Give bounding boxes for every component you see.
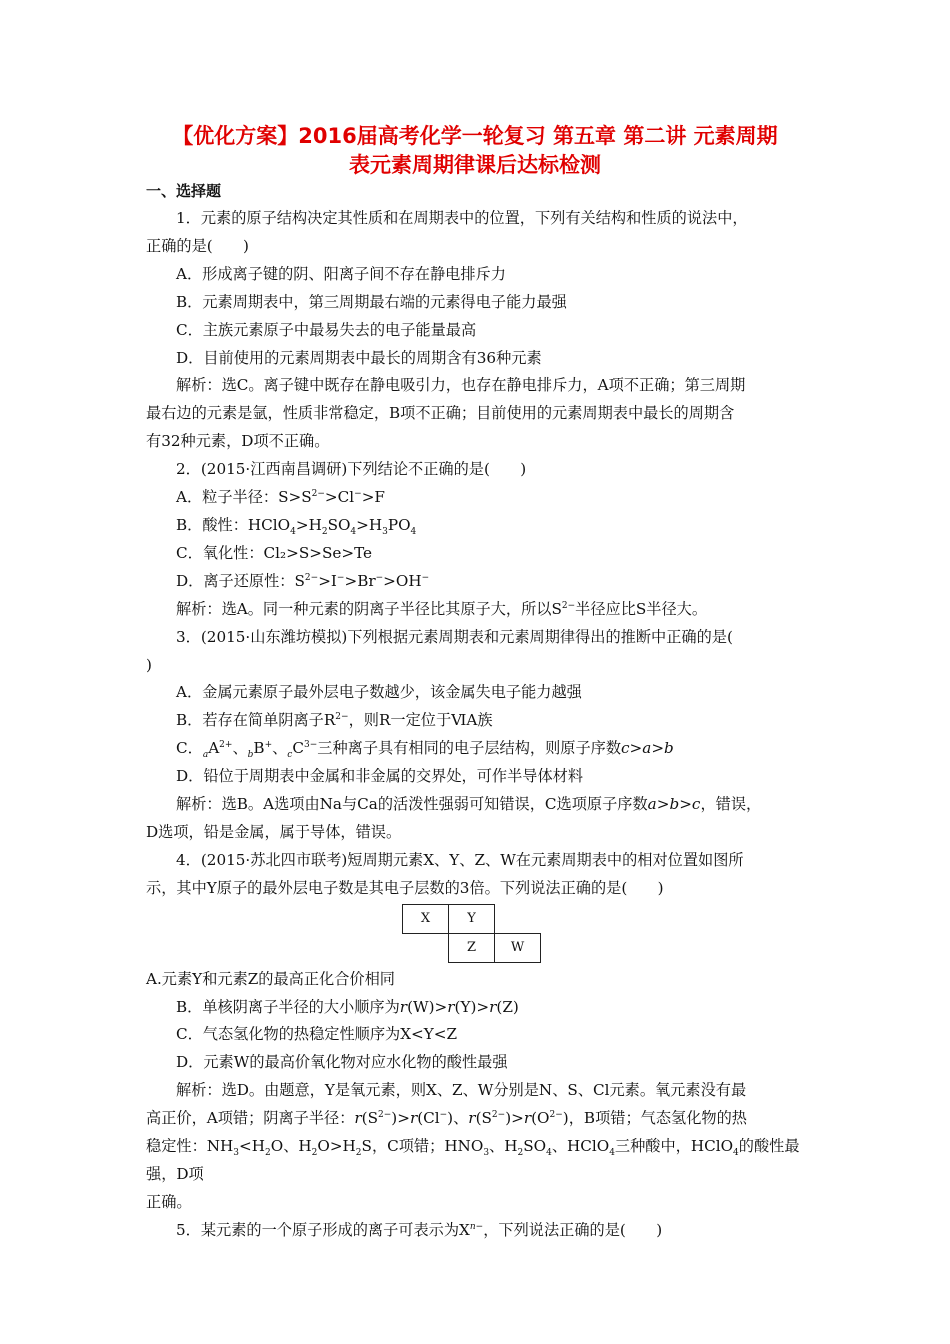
q3-option-a: A．金属元素原子最外层电子数越少，该金属失电子能力越强 bbox=[176, 683, 582, 702]
q1-option-a: A．形成离子键的阴、阳离子间不存在静电排斥力 bbox=[176, 264, 506, 283]
q2-option-d: D．离子还原性：$S^{2-}>I^->Br^->OH^-$ bbox=[176, 571, 430, 590]
q3-option-d: D．铅位于周期表中金属和非金属的交界处，可作半导体材料 bbox=[176, 767, 584, 786]
title-line-1: 【优化方案】2016届高考化学一轮复习 第五章 第二讲 元素周期 bbox=[172, 124, 778, 148]
q1-stem-cont: 正确的是( ) bbox=[146, 236, 249, 255]
q2-analysis: 解析：选A。同一种元素的阴离子半径比其原子大，所以$S^{2-}$半径应比S半径大。 bbox=[176, 599, 708, 618]
q5-stem: 5．某元素的一个原子形成的离子可表示为$X^{n-}$，下列说法正确的是( ) bbox=[176, 1220, 663, 1239]
question-body bbox=[146, 205, 806, 1245]
q4-analysis: 解析：选D。由题意，Y是氧元素，则X、Z、W分别是N、S、Cl元素。氧元素没有最 bbox=[176, 1081, 747, 1100]
title-line-2: 表元素周期律课后达标检测 bbox=[349, 153, 601, 177]
q4-stem: 4．(2015·苏北四市联考)短周期元素X、Y、Z、W在元素周期表中的相对位置如图所 bbox=[176, 850, 744, 869]
q1-option-c: C．主族元素原子中最易失去的电子能量最高 bbox=[176, 320, 477, 339]
q1-option-b: B．元素周期表中，第三周期最右端的元素得电子能力最强 bbox=[176, 292, 567, 311]
document-title bbox=[100, 122, 850, 180]
cell-empty bbox=[495, 904, 541, 933]
q1-analysis-end: 有32种元素，D项不正确。 bbox=[146, 432, 330, 451]
q1-option-d: D．目前使用的元素周期表中最长的周期含有36种元素 bbox=[176, 348, 542, 367]
q2-option-b: B．酸性：$HClO_4>H_2SO_4>H_3PO_4$ bbox=[176, 515, 417, 537]
cell-z: Z bbox=[449, 933, 495, 962]
q1-analysis: 解析：选C。离子键中既存在静电吸引力，也存在静电排斥力，A项不正确；第三周期 bbox=[176, 376, 746, 395]
periodic-position-table bbox=[402, 904, 541, 963]
q4-analysis-cont-1: 高正价，A项错；阴离子半径：$r(S^{2-})>r(Cl^-)$、$r(S^{2-})>r(O^{2-})$，B项错；气态氢化物的热 bbox=[146, 1109, 747, 1128]
q3-stem: 3．(2015·山东潍坊模拟)下列根据元素周期表和元素周期律得出的推断中正确的是( bbox=[176, 627, 733, 646]
q2-stem: 2．(2015·江西南昌调研)下列结论不正确的是( ) bbox=[176, 460, 527, 479]
cell-w: W bbox=[495, 933, 541, 962]
q3-option-b: B．若存在简单阴离子$R^{2-}$，则R一定位于ⅥA族 bbox=[176, 711, 493, 730]
cell-empty bbox=[403, 933, 449, 962]
q4-stem-cont: 示，其中Y原子的最外层电子数是其电子层数的3倍。下列说法正确的是( ) bbox=[146, 878, 664, 897]
cell-x: X bbox=[403, 904, 449, 933]
q2-option-a: A．粒子半径：$S>S^{2-}>Cl^->F$ bbox=[176, 488, 385, 507]
q3-analysis: 解析：选B。A选项由Na与Ca的活泼性强弱可知错误，C选项原子序数a>b>c，错误， bbox=[176, 795, 762, 814]
q2-option-c: C．氧化性：Cl₂>S>Se>Te bbox=[176, 543, 373, 562]
q1-analysis-cont: 最右边的元素是氩，性质非常稳定，B项不正确；目前使用的元素周期表中最长的周期含 bbox=[146, 404, 735, 423]
section-heading: 一、选择题 bbox=[146, 182, 222, 200]
q4-option-d: D．元素W的最高价氧化物对应水化物的酸性最强 bbox=[176, 1053, 508, 1072]
q4-option-c: C．气态氢化物的热稳定性顺序为X<Y<Z bbox=[176, 1025, 458, 1044]
q4-analysis-cont-2: 稳定性：$NH_3<H_2O$、$H_2O>H_2S$，C项错；$HNO_3$、$H_2SO_4$、HClO$_4$三种酸中，HClO$_4$的酸性最强，D项 bbox=[146, 1137, 800, 1183]
q4-option-a: A.元素Y和元素Z的最高正化合价相同 bbox=[146, 969, 395, 988]
cell-y: Y bbox=[449, 904, 495, 933]
q4-analysis-end: 正确。 bbox=[146, 1192, 192, 1211]
q3-analysis-cont: D选项，铅是金属，属于导体，错误。 bbox=[146, 822, 402, 841]
q3-stem-cont: ) bbox=[146, 655, 152, 674]
q4-option-b: B．单核阴离子半径的大小顺序为r(W)>r(Y)>r(Z) bbox=[176, 997, 519, 1016]
q1-stem: 1．元素的原子结构决定其性质和在周期表中的位置，下列有关结构和性质的说法中， bbox=[176, 209, 748, 227]
q3-option-c: C．$_aA^{2+}$、$_b$B+、$_cC^{3-}$三种离子具有相同的电子层结构，则原子序数c>a>b bbox=[176, 739, 674, 761]
